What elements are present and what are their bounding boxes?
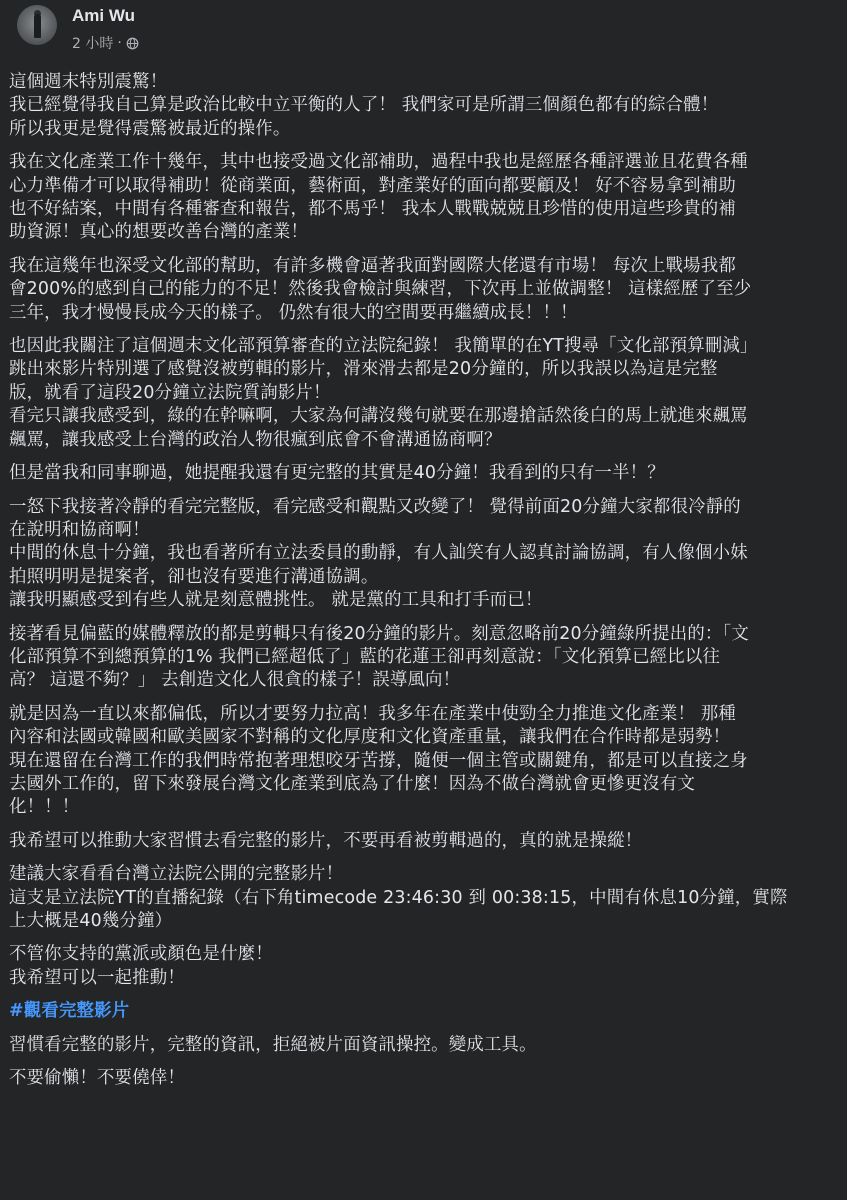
post-paragraph	[9, 1067, 839, 1090]
post-text-line: 就是因為一直以來都偏低，所以才要努力拉高！我多年在產業中使勁全力推進文化產業！ 那種	[9, 703, 736, 724]
post-text-line: 但是當我和同事聊過，她提醒我還有更完整的其實是40分鐘！我看到的只有一半！？	[9, 463, 665, 484]
post-text-line: 我在這幾年也深受文化部的幫助，有許多機會逼著我面對國際大佬還有市場！ 每次上戰場我都	[9, 255, 736, 276]
post-text-line: 化！！！	[9, 797, 80, 818]
post-paragraph	[9, 151, 839, 245]
post-text-line: 在說明和協商啊！	[9, 519, 150, 540]
post-text-line: 接著看見偏藍的媒體釋放的都是剪輯只有後20分鐘的影片。刻意忽略前20分鐘綠所提出的：「文	[9, 623, 749, 644]
post-text-line: 一怒下我接著冷靜的看完完整版，看完感受和觀點又改變了！ 覺得前面20分鐘大家都很冷靜的	[9, 496, 741, 517]
post-text-line: 這支是立法院YT的直播紀錄（右下角timecode 23:46:30 到 00:38:15，中間有休息10分鐘，實際	[9, 887, 788, 908]
post-text-line: 這個週末特別震驚！	[9, 72, 168, 92]
post-text-line: 我已經覺得我自己算是政治比較中立平衡的人了！ 我們家可是所謂三個顏色都有的綜合體！	[9, 95, 719, 116]
hashtag-link[interactable]: #觀看完整影片	[9, 1001, 130, 1022]
avatar-figure-body	[34, 14, 41, 38]
post-text-line: 拍照明明是提案者，卻也沒有要進行溝通協調。	[9, 566, 379, 587]
post-meta	[72, 33, 139, 53]
post-text-line: 也不好結案，中間有各種審查和報告，都不馬乎！ 我本人戰戰兢兢且珍惜的使用這些珍貴的補	[9, 199, 736, 220]
post-text-line: 去國外工作的，留下來發展台灣文化產業到底為了什麼！因為不做台灣就會更慘更沒有文	[9, 773, 696, 794]
post-paragraphs	[9, 71, 839, 990]
post-header	[8, 0, 839, 62]
avatar[interactable]	[17, 5, 57, 45]
post-paragraph	[9, 255, 839, 325]
post-text-line: 我希望可以一起推動！	[9, 967, 185, 988]
post-text-line: 版，就看了這段20分鐘立法院質詢影片！	[9, 382, 331, 403]
author-name[interactable]: Ami Wu	[72, 6, 135, 25]
post-text-line: 助資源！真心的想要改善台灣的產業！	[9, 222, 309, 243]
post-text-line: 看完只讓我感受到，綠的在幹嘛啊，大家為何講沒幾句就要在那邊搶話然後白的馬上就進來飆罵	[9, 406, 748, 427]
post-text-line: 中間的休息十分鐘，我也看著所有立法委員的動靜，有人訕笑有人認真討論協調，有人像個小妹	[9, 543, 748, 564]
post-paragraph	[9, 71, 839, 141]
post-body	[9, 71, 839, 1100]
hashtag-paragraph	[9, 1000, 839, 1023]
globe-icon[interactable]	[126, 37, 139, 50]
post-text-line: 高？ 這還不夠？」 去創造文化人很貪的樣子！誤導風向！	[9, 670, 461, 691]
post-text-line: 內容和法國或韓國和歐美國家不對稱的文化厚度和文化資產重量，讓我們在合作時都是弱勢！	[9, 727, 731, 748]
post-timestamp[interactable]: 2 小時	[72, 36, 114, 52]
post-paragraph	[9, 1034, 839, 1057]
post-text-line: 不要偷懶！不要僥倖！	[9, 1068, 185, 1089]
post-text-line: 讓我明顯感受到有些人就是刻意體挑性。 就是黨的工具和打手而已！	[9, 590, 543, 611]
post-text-line: 所以我更是覺得震驚被最近的操作。	[9, 118, 291, 139]
post-text-line: 會200%的感到自己的能力的不足！然後我會檢討與練習，下次再上並做調整！ 這樣經歷了至少	[9, 279, 752, 300]
post-paragraph	[9, 496, 839, 613]
post-closing-paragraphs	[9, 1034, 839, 1091]
post-text-line: 跳出來影片特別選了感覺沒被剪輯的影片，滑來滑去都是20分鐘的，所以我誤以為這是完整	[9, 359, 718, 380]
meta-separator: ·	[117, 35, 122, 51]
post-text-line: 三年，我才慢慢長成今天的樣子。 仍然有很大的空間要再繼續成長！！！	[9, 302, 578, 323]
post-paragraph	[9, 943, 839, 990]
post-paragraph	[9, 462, 839, 485]
post-paragraph	[9, 703, 839, 820]
post-text-line: 飆罵，讓我感受上台灣的政治人物很瘋到底會不會溝通協商啊？	[9, 429, 502, 450]
post-paragraph	[9, 623, 839, 693]
post-text-line: 習慣看完整的影片，完整的資訊，拒絕被片面資訊操控。變成工具。	[9, 1034, 537, 1055]
post-text-line: 現在還留在台灣工作的我們時常抱著理想咬牙苦撐，隨便一個主管或關鍵角，都是可以直接之身	[9, 750, 748, 771]
post-paragraph	[9, 830, 839, 853]
post-paragraph	[9, 863, 839, 933]
post-text-line: 不管你支持的黨派或顏色是什麼！	[9, 944, 273, 965]
post-text-line: 心力準備才可以取得補助！從商業面，藝術面，對產業好的面向都要顧及！ 好不容易拿到補助	[9, 175, 736, 196]
post-text-line: 也因此我關注了這個週末文化部預算審查的立法院紀錄！ 我簡單的在YT搜尋「文化部預算刪減」	[9, 336, 758, 357]
post-text-line: 建議大家看看台灣立法院公開的完整影片！	[9, 864, 344, 885]
post-text-line: 我希望可以推動大家習慣去看完整的影片，不要再看被剪輯過的，真的就是操縱！	[9, 830, 643, 851]
post-text-line: 化部預算不到總預算的1% 我們已經超低了」藍的花蓮王卻再刻意說：「文化預算已經比以往	[9, 646, 721, 667]
post-text-line: 上大概是40幾分鐘）	[9, 911, 173, 931]
post-text-line: 我在文化產業工作十幾年，其中也接受過文化部補助，過程中我也是經歷各種評選並且花費各種	[9, 152, 748, 173]
post-paragraph	[9, 335, 839, 452]
